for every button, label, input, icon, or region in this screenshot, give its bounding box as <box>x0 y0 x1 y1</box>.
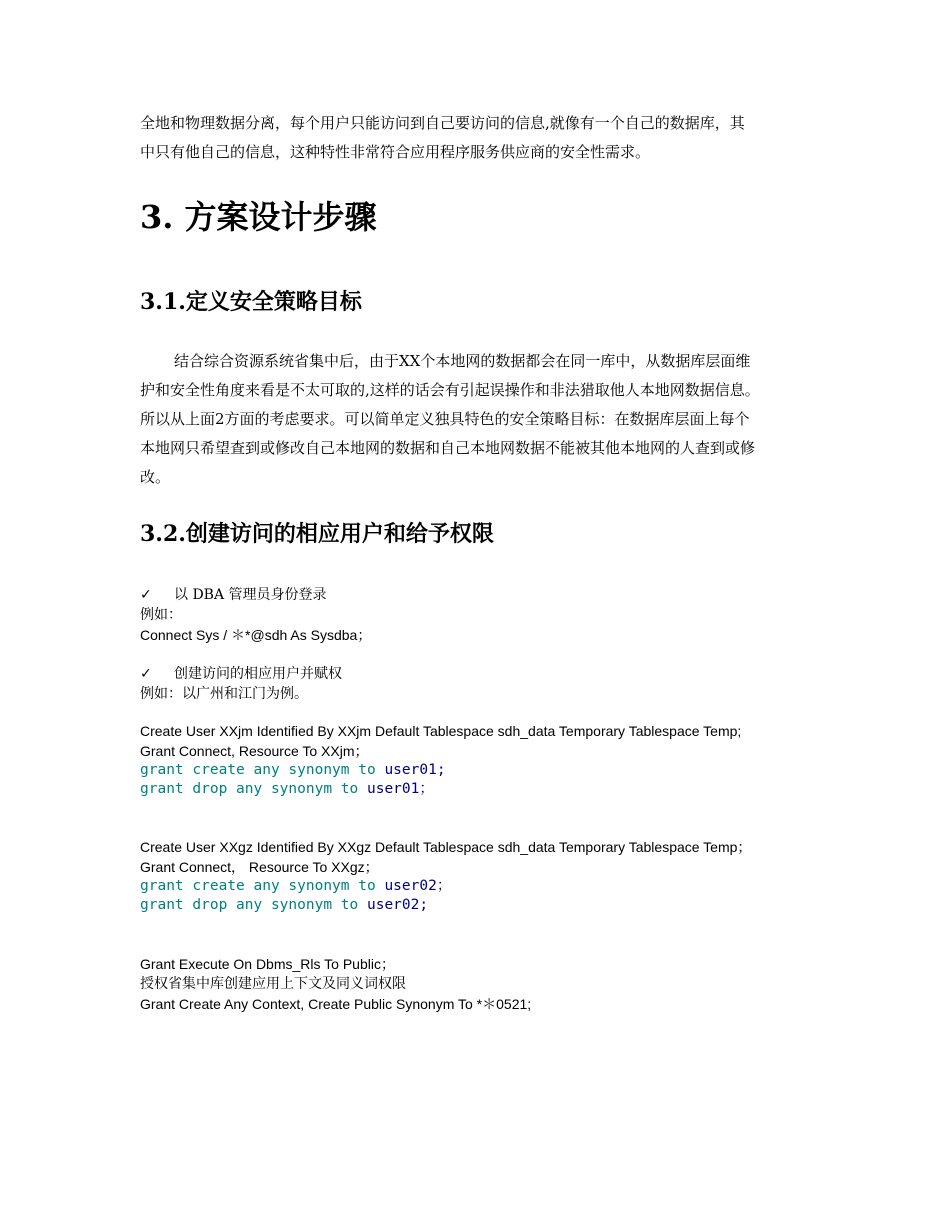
check-icon: ✓ <box>140 665 152 681</box>
step-1-item <box>140 584 371 645</box>
body-line-2: 护和安全性角度来看是不太可取的,这样的话会有引起误操作和非法猎取他人本地网数据信息。 <box>140 381 760 399</box>
body-line-4: 本地网只希望查到或修改自己本地网的数据和自己本地网数据不能被其他本地网的人查到或修 <box>140 439 756 457</box>
section-3-1-heading: 3.1.定义安全策略目标 <box>140 289 362 315</box>
grant-connect-xxjm: Grant Connect, Resource To XXjm； <box>140 743 369 759</box>
code-terminator: ； <box>436 878 452 894</box>
step-2-label: 创建访问的相应用户并赋权 <box>174 666 342 682</box>
body-line-1: 结合综合资源系统省集中后，由于XX个本地网的数据都会在同一库中，从数据库层面维 <box>174 352 751 370</box>
step-2-example-label: 例如：以广州和江门为例。 <box>140 686 308 702</box>
create-user-xxjm: Create User XXjm Identified By XXjm Default Tablespace sdh_data Temporary Tablespace Temp; <box>140 723 742 739</box>
grant-create-context: Grant Create Any Context, Create Public Synonym To *＊0521; <box>140 996 532 1012</box>
body-line-5: 改。 <box>140 468 171 486</box>
grant-execute-dbms-rls: Grant Execute On Dbms_Rls To Public； <box>140 956 395 972</box>
code-keyword: grant drop any synonym to <box>140 781 367 797</box>
user-xxjm-block <box>140 721 741 799</box>
section-3-2-heading: 3.2.创建访问的相应用户和给予权限 <box>140 521 494 547</box>
code-keyword: grant drop any synonym to <box>140 897 367 913</box>
connect-command: Connect Sys / ＊*@sdh As Sysdba； <box>140 627 372 643</box>
intro-line-1: 全地和物理数据分离，每个用户只能访问到自己要访问的信息,就像有一个自己的数据库，其 <box>140 114 745 132</box>
public-grants-block <box>140 954 531 1014</box>
code-keyword: grant create any synonym to <box>140 878 385 894</box>
intro-paragraph <box>140 109 820 167</box>
code-line <box>140 761 741 780</box>
code-line <box>140 780 741 799</box>
code-terminator: ； <box>419 781 434 797</box>
code-line <box>140 877 751 896</box>
code-terminator: ; <box>419 897 429 913</box>
step-1-example-label: 例如： <box>140 607 182 623</box>
step-1-label: 以 DBA 管理员身份登录 <box>174 587 327 603</box>
create-user-xxgz: Create User XXgz Identified By XXgz Default Tablespace sdh_data Temporary Tablespace Temp； <box>140 839 752 855</box>
code-object: user01 <box>366 781 420 797</box>
section-3-1-body <box>140 347 822 492</box>
intro-line-2: 中只有他自己的信息，这种特性非常符合应用程序服务供应商的安全性需求。 <box>140 143 651 161</box>
code-line <box>140 896 751 915</box>
grant-connect-xxgz: Grant Connect， Resource To XXgz； <box>140 859 379 875</box>
code-terminator: ; <box>436 762 446 778</box>
step-2-item <box>140 663 342 704</box>
code-object: user02 <box>384 878 437 894</box>
check-icon: ✓ <box>140 586 152 602</box>
code-keyword: grant create any synonym to <box>140 762 385 778</box>
code-object: user02 <box>366 897 420 913</box>
grant-context-note: 授权省集中库创建应用上下文及同义词权限 <box>140 976 406 992</box>
user-xxgz-block <box>140 837 751 915</box>
body-line-3: 所以从上面2方面的考虑要求。可以简单定义独具特色的安全策略目标：在数据库层面上每个 <box>140 410 750 428</box>
code-object: user01 <box>384 762 437 778</box>
section-3-heading: 3. 方案设计步骤 <box>140 198 377 236</box>
